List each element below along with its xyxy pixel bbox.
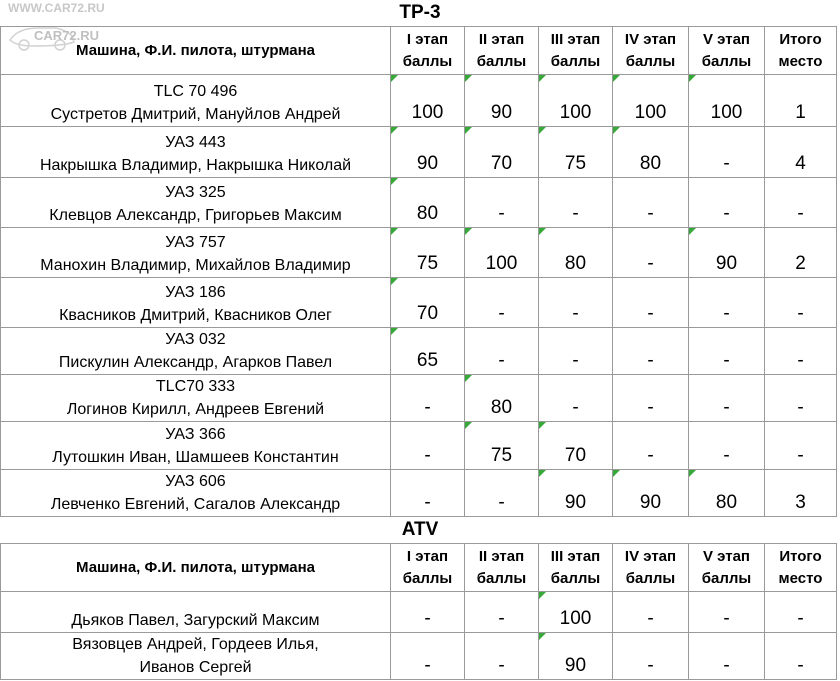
column-header-line: II этап [478,30,525,48]
column-header-stage-6 [765,27,837,75]
stage-score-cell: - [689,178,765,228]
stage-score-cell: 90 [391,127,465,178]
stage-score-cell: 70 [465,127,539,178]
column-header-line: место [778,52,823,70]
stage-score-cell: - [391,592,465,633]
crew-cell [1,375,391,422]
stage-score-cell: 90 [465,75,539,127]
stage-score-cell: - [465,470,539,517]
column-header-line: III этап [550,30,601,48]
table-row [1,75,837,127]
table-row [1,228,837,278]
stage-score-cell: - [539,328,613,375]
stage-score-cell: - [465,178,539,228]
column-header-stage-3 [539,544,613,592]
stage-score-cell: 75 [391,228,465,278]
column-header-line: I этап [406,547,449,565]
total-place-cell: 2 [765,228,837,278]
crew-names: Дьяков Павел, Загурский Максим [71,612,320,629]
stage-score-cell: - [613,633,689,680]
section-title-atv: ATV [401,519,439,540]
column-header-stage-4 [613,27,689,75]
table-row [1,328,837,375]
stage-score-cell: 90 [539,633,613,680]
header-row [1,27,837,75]
stage-score-cell: - [613,178,689,228]
results-table-tr3 [0,26,837,517]
column-header-line: III этап [550,547,601,565]
column-header-line: баллы [402,52,453,70]
stage-score-cell: - [539,278,613,328]
vehicle-label: TLC 70 496 [153,83,238,100]
column-header-name: Машина, Ф.И. пилота, штурмана [1,27,391,75]
table-row [1,375,837,422]
crew-names: Лутошкин Иван, Шамшеев Константин [52,449,339,466]
crew-cell [1,228,391,278]
svg-text:CAR72.RU: CAR72.RU [34,28,100,43]
stage-score-cell: - [539,178,613,228]
crew-cell [1,278,391,328]
stage-score-cell: - [391,633,465,680]
stage-score-cell: - [465,592,539,633]
table-row [1,633,837,680]
section-title-tr3: ТР-3 [399,2,441,23]
stage-score-cell: 100 [689,75,765,127]
column-header-line: II этап [478,547,525,565]
column-header-line: V этап [702,30,750,48]
crew-names: Левченко Евгений, Сагалов Александр [50,496,341,513]
column-header-line: баллы [550,569,601,587]
stage-score-cell: 80 [613,127,689,178]
table-row [1,422,837,470]
column-header-stage-2 [465,27,539,75]
column-header-line: баллы [625,569,676,587]
stage-score-cell: - [689,422,765,470]
column-header-line: IV этап [624,30,677,48]
crew-names: Логинов Кирилл, Андреев Евгений [66,401,325,418]
column-header-line: баллы [550,52,601,70]
column-header-line: Итого [779,30,822,48]
vehicle-label: УАЗ 186 [165,284,226,301]
column-header-stage-1 [391,27,465,75]
stage-score-cell: - [689,592,765,633]
stage-score-cell: 70 [539,422,613,470]
vehicle-label: УАЗ 757 [165,234,226,251]
stage-score-cell: - [613,422,689,470]
column-header-line: V этап [702,547,750,565]
column-header-stage-1 [391,544,465,592]
crew-cell [1,127,391,178]
vehicle-label: УАЗ 366 [165,426,226,443]
column-header-line: место [778,569,823,587]
column-header-stage-3 [539,27,613,75]
stage-score-cell: 90 [613,470,689,517]
crew-cell [1,633,391,680]
crew-cell [1,75,391,127]
stage-score-cell: - [689,328,765,375]
stage-score-cell: 65 [391,328,465,375]
vehicle-label: TLC70 333 [155,378,236,395]
stage-score-cell: 75 [465,422,539,470]
total-place-cell: 3 [765,470,837,517]
stage-score-cell: - [689,127,765,178]
stage-score-cell: 100 [613,75,689,127]
crew-cell [1,422,391,470]
total-place-cell: 1 [765,75,837,127]
column-header-stage-6 [765,544,837,592]
stage-score-cell: 100 [539,592,613,633]
crew-cell [1,328,391,375]
table-row [1,592,837,633]
crew-names: Сустретов Дмитрий, Мануйлов Андрей [50,106,341,123]
vehicle-label: УАЗ 032 [165,331,226,348]
column-header-line: Итого [779,547,822,565]
vehicle-label: УАЗ 443 [165,134,226,151]
stage-score-cell: 80 [465,375,539,422]
column-header-line: баллы [476,52,527,70]
total-place-cell: - [765,375,837,422]
column-header-stage-4 [613,544,689,592]
total-place-cell: - [765,278,837,328]
vehicle-label: УАЗ 606 [165,473,226,490]
stage-score-cell: - [613,375,689,422]
crew-names: Накрышка Владимир, Накрышка Николай [39,157,352,174]
stage-score-cell: 75 [539,127,613,178]
crew-names: Манохин Владимир, Михайлов Владимир [40,257,351,274]
total-place-cell: - [765,178,837,228]
crew-cell [1,592,391,633]
svg-text:WWW.CAR72.RU: WWW.CAR72.RU [8,1,105,15]
vehicle-label: УАЗ 325 [165,184,226,201]
stage-score-cell: - [689,633,765,680]
results-table-atv [0,543,837,680]
crew-names: Пискулин Александр, Агарков Павел [58,354,333,371]
crew-names: Иванов Сергей [139,659,252,676]
column-header-stage-2 [465,544,539,592]
stage-score-cell: - [391,470,465,517]
column-header-line: баллы [402,569,453,587]
stage-score-cell: 90 [689,228,765,278]
stage-score-cell: - [613,592,689,633]
column-header-line: I этап [406,30,449,48]
stage-score-cell: 100 [391,75,465,127]
total-place-cell: 4 [765,127,837,178]
stage-score-cell: - [465,278,539,328]
column-header-line: баллы [701,52,752,70]
column-header-line: IV этап [624,547,677,565]
stage-score-cell: - [465,633,539,680]
stage-score-cell: 80 [689,470,765,517]
stage-score-cell: 70 [391,278,465,328]
crew-cell [1,178,391,228]
total-place-cell: - [765,633,837,680]
table-row [1,470,837,517]
stage-score-cell: 100 [539,75,613,127]
crew-cell [1,470,391,517]
stage-score-cell: - [465,328,539,375]
stage-score-cell: - [539,375,613,422]
stage-score-cell: - [613,228,689,278]
column-header-stage-5 [689,27,765,75]
crew-names: Клевцов Александр, Григорьев Максим [49,207,342,224]
stage-score-cell: 80 [539,228,613,278]
table-row [1,278,837,328]
column-header-stage-5 [689,544,765,592]
stage-score-cell: - [391,375,465,422]
stage-score-cell: 90 [539,470,613,517]
stage-score-cell: - [613,328,689,375]
crew-names: Квасников Дмитрий, Квасников Олег [59,307,332,324]
stage-score-cell: - [689,278,765,328]
total-place-cell: - [765,592,837,633]
stage-score-cell: - [391,422,465,470]
stage-score-cell: 80 [391,178,465,228]
total-place-cell: - [765,422,837,470]
total-place-cell: - [765,328,837,375]
column-header-line: баллы [625,52,676,70]
header-row [1,544,837,592]
stage-score-cell: 100 [465,228,539,278]
column-header-line: баллы [476,569,527,587]
stage-score-cell: - [689,375,765,422]
column-header-name: Машина, Ф.И. пилота, штурмана [1,544,391,592]
column-header-line: баллы [701,569,752,587]
stage-score-cell: - [613,278,689,328]
crew-names: Вязовцев Андрей, Гордеев Илья, [72,636,319,653]
table-row [1,178,837,228]
table-row [1,127,837,178]
